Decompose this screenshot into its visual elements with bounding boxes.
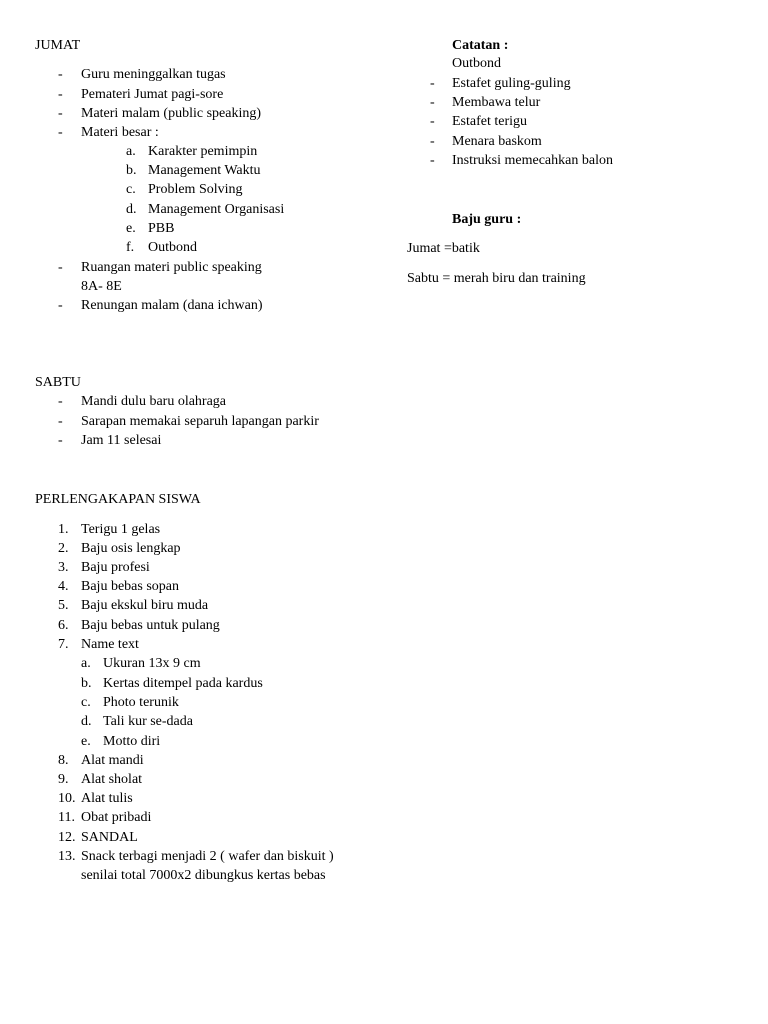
catatan-heading: Catatan : [452, 38, 509, 53]
perlengkapan-heading: PERLENGAKAPAN SISWA [35, 492, 201, 507]
jumat-heading: JUMAT [35, 38, 81, 53]
list-number: 12. [58, 830, 76, 845]
list-dash: - [430, 134, 435, 149]
sabtu-heading: SABTU [35, 375, 81, 390]
list-number: 7. [58, 637, 69, 652]
list-dash: - [58, 298, 63, 313]
list-item: Snack terbagi menjadi 2 ( wafer dan biskuit ) [81, 849, 334, 864]
sub-list-item: PBB [148, 221, 175, 236]
list-number: 10. [58, 791, 76, 806]
list-dash: - [58, 433, 63, 448]
list-item: Renungan malam (dana ichwan) [81, 298, 263, 313]
sub-list-item: Management Organisasi [148, 202, 285, 217]
sub-list-marker: e. [81, 734, 91, 749]
list-number: 13. [58, 849, 76, 864]
list-dash: - [58, 414, 63, 429]
list-item-continuation: 8A- 8E [81, 279, 122, 294]
list-item: Ruangan materi public speaking [81, 260, 262, 275]
list-item: Name text [81, 637, 139, 652]
list-item: Terigu 1 gelas [81, 522, 161, 537]
list-item: Jam 11 selesai [81, 433, 162, 448]
sub-list-marker: d. [81, 714, 92, 729]
list-number: 3. [58, 560, 69, 575]
list-item: Baju profesi [81, 560, 150, 575]
list-number: 8. [58, 753, 69, 768]
sub-list-item: Karakter pemimpin [148, 144, 258, 159]
list-item: Membawa telur [452, 95, 541, 110]
list-item: Baju bebas sopan [81, 579, 179, 594]
baju-guru-line: Sabtu = merah biru dan training [407, 271, 586, 286]
sub-list-item: Photo terunik [103, 695, 179, 710]
list-number: 4. [58, 579, 69, 594]
list-dash: - [430, 76, 435, 91]
sub-list-item: Outbond [148, 240, 197, 255]
sub-list-marker: a. [81, 656, 91, 671]
list-item: Menara baskom [452, 134, 542, 149]
list-item: Obat pribadi [81, 810, 152, 825]
list-item: Alat sholat [81, 772, 143, 787]
list-dash: - [58, 394, 63, 409]
list-dash: - [430, 153, 435, 168]
list-item: Baju osis lengkap [81, 541, 181, 556]
baju-guru-heading: Baju guru : [452, 212, 522, 227]
list-item: Alat tulis [81, 791, 133, 806]
list-item-continuation: senilai total 7000x2 dibungkus kertas bebas [81, 868, 326, 883]
sub-list-marker: f. [126, 240, 135, 255]
catatan-subheading: Outbond [452, 56, 501, 71]
list-item: Pemateri Jumat pagi-sore [81, 87, 224, 102]
list-item: Mandi dulu baru olahraga [81, 394, 227, 409]
sub-list-marker: b. [126, 163, 137, 178]
list-dash: - [430, 95, 435, 110]
list-item: Estafet terigu [452, 114, 528, 129]
sub-list-item: Kertas ditempel pada kardus [103, 676, 263, 691]
sub-list-item: Management Waktu [148, 163, 261, 178]
list-item: Materi besar : [81, 125, 159, 140]
list-dash: - [58, 260, 63, 275]
sub-list-marker: d. [126, 202, 137, 217]
list-dash: - [58, 125, 63, 140]
list-number: 1. [58, 522, 69, 537]
list-number: 11. [58, 810, 75, 825]
sub-list-item: Ukuran 13x 9 cm [103, 656, 201, 671]
sub-list-item: Motto diri [103, 734, 161, 749]
list-number: 2. [58, 541, 69, 556]
list-item: Instruksi memecahkan balon [452, 153, 613, 168]
list-dash: - [58, 106, 63, 121]
list-dash: - [58, 87, 63, 102]
list-item: Guru meninggalkan tugas [81, 67, 226, 82]
sub-list-marker: c. [81, 695, 91, 710]
list-item: SANDAL [81, 830, 138, 845]
sub-list-marker: b. [81, 676, 92, 691]
sub-list-item: Problem Solving [148, 182, 243, 197]
sub-list-marker: e. [126, 221, 136, 236]
list-number: 9. [58, 772, 69, 787]
list-item: Materi malam (public speaking) [81, 106, 261, 121]
list-number: 5. [58, 598, 69, 613]
list-item: Alat mandi [81, 753, 144, 768]
sub-list-marker: a. [126, 144, 136, 159]
list-item: Sarapan memakai separuh lapangan parkir [81, 414, 319, 429]
list-item: Estafet guling-guling [452, 76, 571, 91]
baju-guru-line: Jumat =batik [407, 241, 480, 256]
sub-list-item: Tali kur se-dada [103, 714, 193, 729]
sub-list-marker: c. [126, 182, 136, 197]
list-number: 6. [58, 618, 69, 633]
list-dash: - [430, 114, 435, 129]
list-item: Baju ekskul biru muda [81, 598, 209, 613]
list-item: Baju bebas untuk pulang [81, 618, 220, 633]
list-dash: - [58, 67, 63, 82]
